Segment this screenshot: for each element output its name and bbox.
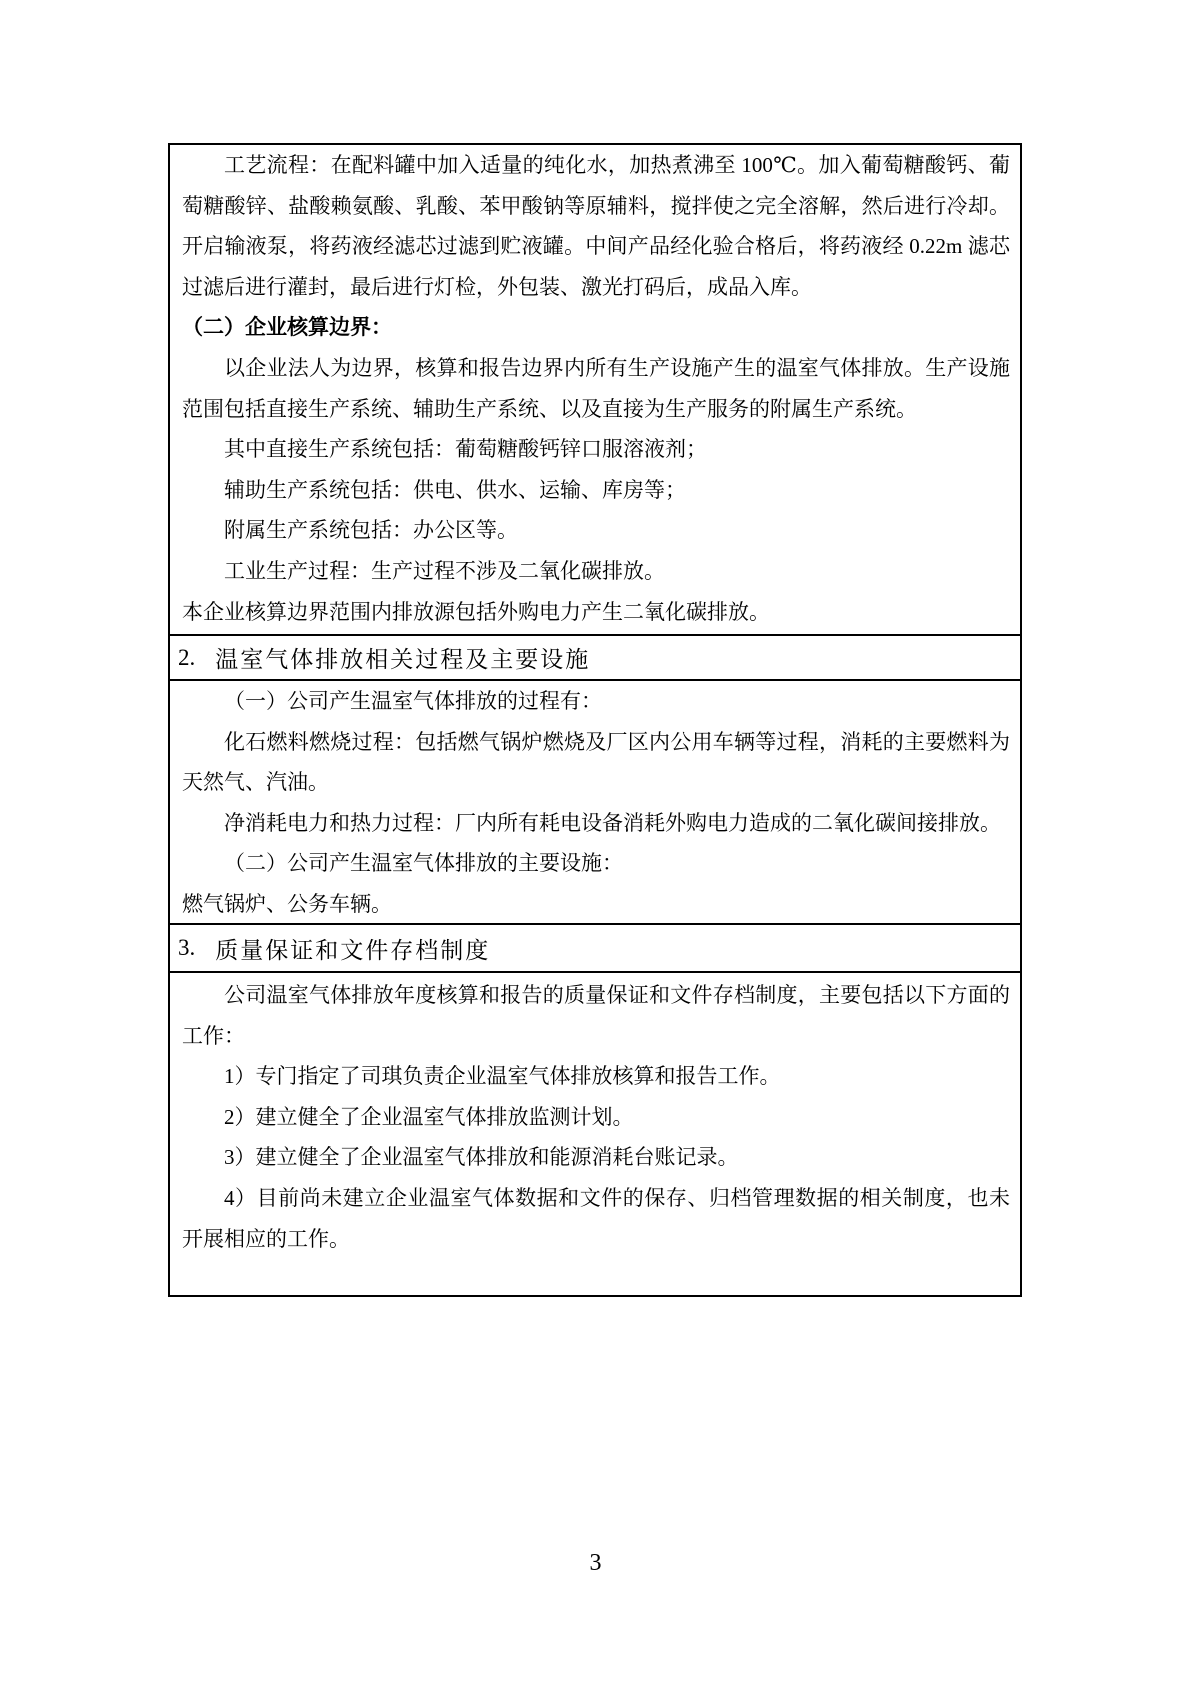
paragraph: 1）专门指定了司琪负责企业温室气体排放核算和报告工作。: [224, 1064, 781, 1089]
section-2-number: 2.: [178, 644, 196, 670]
paragraph: 公司温室气体排放年度核算和报告的质量保证和文件存档制度，主要包括以下方面的工作：: [182, 983, 1010, 1048]
paragraph: 工业生产过程：生产过程不涉及二氧化碳排放。: [224, 558, 665, 583]
paragraph: （一）公司产生温室气体排放的过程有：: [224, 689, 602, 713]
paragraph: 以企业法人为边界，核算和报告边界内所有生产设施产生的温室气体排放。生产设施范围包括直接生产系统、辅助生产系统、以及直接为生产服务的附属生产系统。: [182, 355, 1010, 421]
paragraph: 3）建立健全了企业温室气体排放和能源消耗台账记录。: [224, 1145, 739, 1170]
section-1-content-cell: [170, 145, 1020, 634]
paragraph: （二）公司产生温室气体排放的主要设施：: [224, 851, 623, 876]
paragraph: 辅助生产系统包括：供电、供水、运输、库房等；: [224, 477, 686, 502]
section-3-header-row: [170, 923, 1020, 973]
section-3-title: 质量保证和文件存档制度: [215, 937, 491, 963]
section-2-title: 温室气体排放相关过程及主要设施: [215, 647, 591, 672]
paragraph: 附属生产系统包括：办公区等。: [224, 518, 518, 543]
paragraph: （二）企业核算边界：: [182, 315, 392, 340]
paragraph: 工艺流程：在配料罐中加入适量的纯化水，加热煮沸至 100℃。加入葡萄糖酸钙、葡萄糖酸锌、盐酸赖氨酸、乳酸、苯甲酸钠等原辅料，搅拌使之完全溶解，然后进行冷却。开启输液泵，将药液经滤芯过滤到贮液罐。中间产品经化验合格后，将药液经 0.22m 滤芯过滤后进行灌封，最后进行灯检，外包装、激光打码后，成品入库。: [182, 153, 1010, 299]
page-number: 3: [589, 1550, 602, 1576]
section-2-header-row: [170, 634, 1020, 681]
paragraph: 其中直接生产系统包括：葡萄糖酸钙锌口服溶液剂；: [224, 437, 707, 462]
document-table: [168, 143, 1022, 1297]
section-2-content-cell: [170, 681, 1020, 923]
paragraph: 本企业核算边界范围内排放源包括外购电力产生二氧化碳排放。: [182, 599, 770, 624]
paragraph: 净消耗电力和热力过程：厂内所有耗电设备消耗外购电力造成的二氧化碳间接排放。: [224, 810, 1001, 835]
paragraph: 2）建立健全了企业温室气体排放监测计划。: [224, 1104, 634, 1129]
paragraph: 燃气锅炉、公务车辆。: [182, 891, 392, 916]
paragraph: 化石燃料燃烧过程：包括燃气锅炉燃烧及厂区内公用车辆等过程，消耗的主要燃料为天然气、汽油。: [182, 729, 1010, 795]
section-3-number: 3.: [178, 935, 196, 960]
section-3-content-cell: [170, 973, 1020, 1295]
paragraph: 4）目前尚未建立企业温室气体数据和文件的保存、归档管理数据的相关制度，也未开展相应的工作。: [182, 1185, 1010, 1251]
